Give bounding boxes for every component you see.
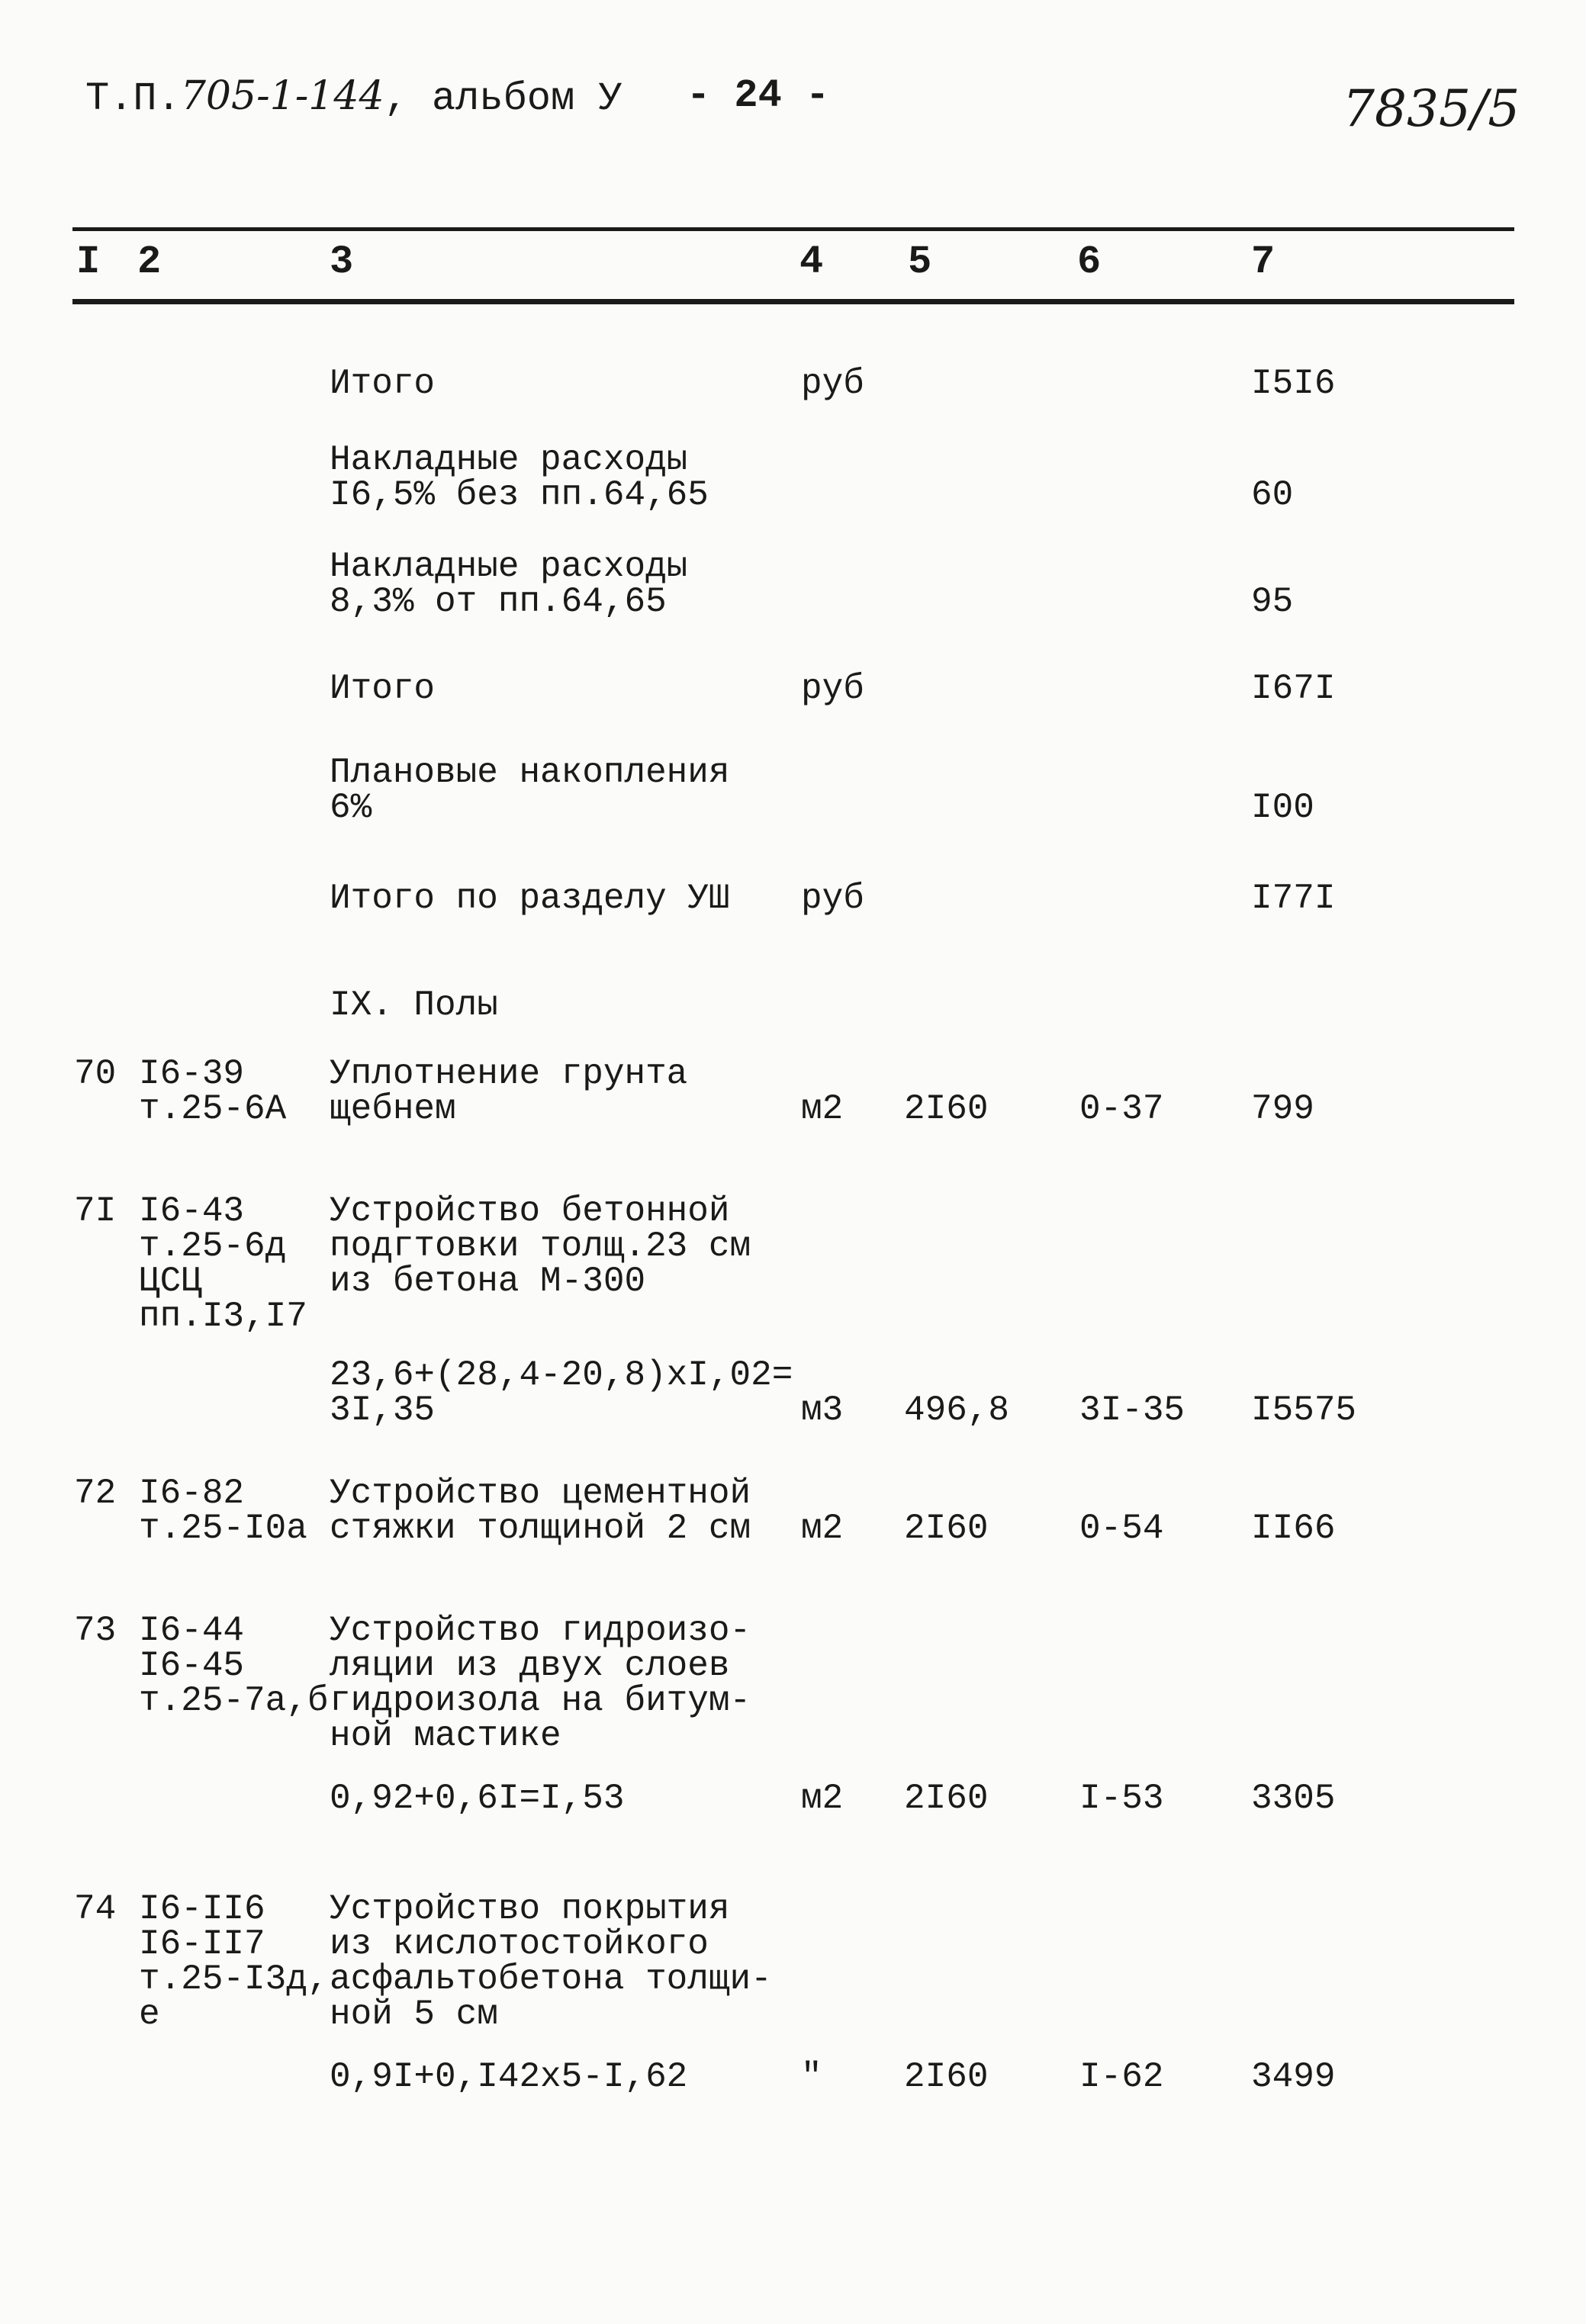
- work-description: 3I,35: [330, 1390, 436, 1430]
- column-header-4: 4: [799, 239, 824, 284]
- work-description: 0,92+0,6I=I,53: [330, 1779, 625, 1818]
- project-number-handwritten: 705-1-144: [180, 73, 384, 119]
- work-description: ной мастике: [330, 1716, 561, 1756]
- quantity-cell: 2I60: [904, 1089, 989, 1129]
- table-top-rule: [72, 227, 1514, 231]
- work-description: Накладные расходы: [330, 547, 688, 587]
- norm-code: ЦСЦ: [139, 1262, 202, 1301]
- work-description: из кислотостойкого: [330, 1924, 709, 1964]
- row-number: 70: [74, 1054, 117, 1094]
- unit-price-cell: 0-54: [1079, 1509, 1164, 1548]
- work-description: I6,5% без пп.64,65: [330, 475, 709, 515]
- album-label: , альбом У: [384, 76, 622, 121]
- total-cell: I67I: [1251, 669, 1336, 709]
- unit-price-cell: 0-37: [1079, 1089, 1164, 1129]
- work-description: стяжки толщиной 2 см: [330, 1509, 751, 1548]
- work-description: 6%: [330, 788, 372, 828]
- work-description: Устройство покрытия: [330, 1889, 730, 1929]
- column-header-6: 6: [1077, 239, 1102, 284]
- unit-price-cell: 3I-35: [1079, 1390, 1185, 1430]
- norm-code: I6-82: [139, 1474, 245, 1513]
- row-number: 74: [74, 1889, 117, 1929]
- unit-cell: м3: [801, 1390, 844, 1430]
- unit-cell: ": [801, 2057, 822, 2097]
- work-description: асфальтобетона толщи-: [330, 1959, 772, 1999]
- column-header-3: 3: [330, 239, 354, 284]
- norm-code: I6-44: [139, 1611, 245, 1651]
- column-header-2: 2: [137, 239, 162, 284]
- unit-cell: руб: [801, 669, 864, 709]
- work-description: Устройство цементной: [330, 1474, 751, 1513]
- total-cell: 3305: [1251, 1779, 1336, 1818]
- total-cell: 95: [1251, 582, 1294, 622]
- total-cell: I5575: [1251, 1390, 1357, 1430]
- total-cell: 799: [1251, 1089, 1314, 1129]
- norm-code: I6-II6: [139, 1889, 265, 1929]
- work-description: Итого: [330, 364, 436, 403]
- work-description: Накладные расходы: [330, 440, 688, 480]
- unit-price-cell: I-53: [1079, 1779, 1164, 1818]
- norm-code: I6-39: [139, 1054, 245, 1094]
- header-prefix: Т.П.: [85, 76, 181, 121]
- column-header-5: 5: [908, 239, 932, 284]
- total-cell: I5I6: [1251, 364, 1336, 403]
- quantity-cell: 2I60: [904, 2057, 989, 2097]
- norm-code: пп.I3,I7: [139, 1297, 307, 1336]
- norm-code: I6-43: [139, 1191, 245, 1231]
- row-number: 72: [74, 1474, 117, 1513]
- work-description: 23,6+(28,4-20,8)xI,02=: [330, 1355, 793, 1395]
- table-header-rule: [72, 299, 1514, 304]
- norm-code: I6-II7: [139, 1924, 265, 1964]
- work-description: 8,3% от пп.64,65: [330, 582, 667, 622]
- norm-code: т.25-I0а: [139, 1509, 307, 1548]
- work-description: Устройство гидроизо-: [330, 1611, 751, 1651]
- work-description: Устройство бетонной: [330, 1191, 730, 1231]
- norm-code: т.25-I3д,: [139, 1959, 329, 1999]
- unit-price-cell: I-62: [1079, 2057, 1164, 2097]
- unit-cell: м2: [801, 1089, 844, 1129]
- total-cell: II66: [1251, 1509, 1336, 1548]
- work-description: гидроизола на битум-: [330, 1681, 751, 1721]
- quantity-cell: 2I60: [904, 1509, 989, 1548]
- norm-code: т.25-6д: [139, 1226, 287, 1266]
- work-description: Итого: [330, 669, 436, 709]
- norm-code: е: [139, 1995, 160, 2034]
- row-number: 7I: [74, 1191, 117, 1231]
- unit-cell: руб: [801, 879, 864, 918]
- work-description: IX. Полы: [330, 985, 498, 1025]
- unit-cell: м2: [801, 1779, 844, 1818]
- norm-code: т.25-6А: [139, 1089, 287, 1129]
- document-number-handwritten: 7835/5: [1343, 79, 1520, 138]
- work-description: щебнем: [330, 1089, 456, 1129]
- norm-code: I6-45: [139, 1646, 245, 1686]
- total-cell: 60: [1251, 475, 1294, 515]
- work-description: Итого по разделу УШ: [330, 879, 730, 918]
- norm-code: т.25-7а,б: [139, 1681, 329, 1721]
- quantity-cell: 2I60: [904, 1779, 989, 1818]
- total-cell: 3499: [1251, 2057, 1336, 2097]
- work-description: 0,9I+0,I42x5-I,62: [330, 2057, 688, 2097]
- column-header-1: I: [76, 239, 101, 284]
- unit-cell: м2: [801, 1509, 844, 1548]
- work-description: из бетона М-300: [330, 1262, 646, 1301]
- column-header-7: 7: [1251, 239, 1276, 284]
- total-cell: I00: [1251, 788, 1314, 828]
- row-number: 73: [74, 1611, 117, 1651]
- total-cell: I77I: [1251, 879, 1336, 918]
- work-description: подгтовки толщ.23 см: [330, 1226, 751, 1266]
- page-number: - 24 -: [687, 73, 830, 118]
- page-header: [85, 73, 622, 121]
- work-description: Уплотнение грунта: [330, 1054, 688, 1094]
- work-description: ляции из двух слоев: [330, 1646, 730, 1686]
- quantity-cell: 496,8: [904, 1390, 1010, 1430]
- work-description: Плановые накопления: [330, 753, 730, 792]
- work-description: ной 5 см: [330, 1995, 498, 2034]
- unit-cell: руб: [801, 364, 864, 403]
